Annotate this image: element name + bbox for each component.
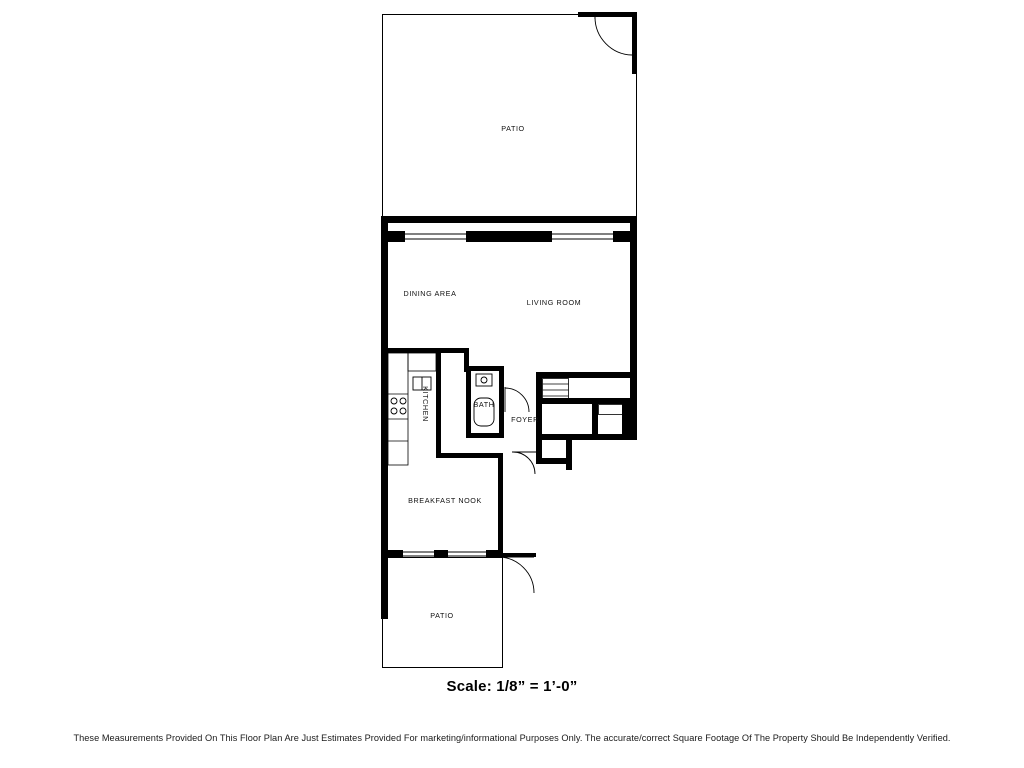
lower-walls (381, 458, 536, 593)
room-label-bath: BATH (473, 399, 495, 409)
room-label-foyer: FOYER (511, 414, 539, 424)
disclaimer-note: These Measurements Provided On This Floor Plan Are Just Estimates Provided For marketing/informational Purposes Only. The accurate/correct Square Footage Of The Property Should Be Independently Verified. (73, 733, 951, 743)
patio-top-door-swing (595, 15, 632, 55)
room-label-breakfast-nook: BREAKFAST NOOK (408, 495, 482, 505)
room-label-living-room: LIVING ROOM (526, 297, 582, 307)
patio-top-walls (578, 12, 637, 74)
room-label-patio-bottom: PATIO (430, 610, 454, 620)
room-label-kitchen: KITCHEN (421, 386, 431, 422)
patio-top-outline (383, 15, 637, 221)
scale-note: Scale: 1/8” = 1’-0” (446, 678, 578, 695)
room-label-patio-top: PATIO (501, 123, 525, 133)
room-label-dining-area: DINING AREA (403, 288, 457, 298)
